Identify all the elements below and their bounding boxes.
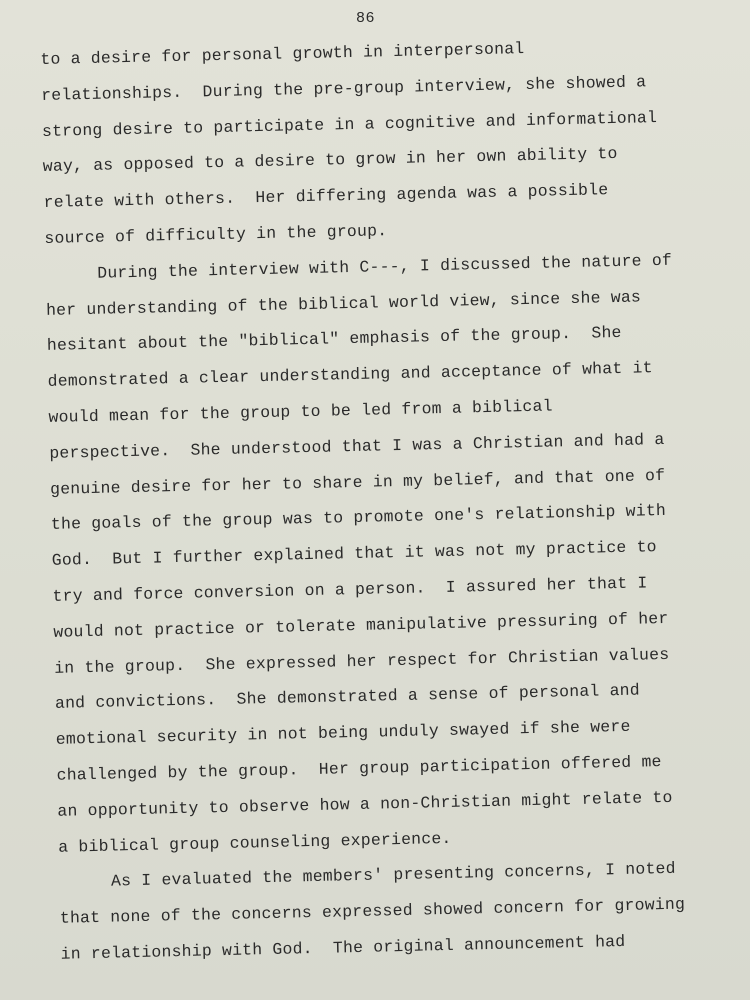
text-line: the goals of the group was to promote one's relationship with [50, 501, 667, 535]
text-line: source of difficulty in the group. [44, 221, 388, 248]
body-text [40, 26, 750, 972]
text-line: demonstrated a clear understanding and acceptance of what it [47, 358, 653, 392]
text-line: try and force conversion on a person. I assured her that I [52, 573, 648, 606]
page-number: 86 [356, 10, 376, 27]
text-line: relate with others. Her differing agenda was a possible [43, 180, 609, 213]
text-line: God. But I further explained that it was not my practice to [51, 537, 657, 571]
text-line: in relationship with God. The original announcement had [60, 931, 626, 964]
text-line: an opportunity to observe how a non-Christian might relate to [57, 787, 673, 821]
text-line: emotional security in not being unduly swayed if she were [55, 716, 631, 749]
text-line: and convictions. She demonstrated a sense of personal and [54, 680, 641, 714]
text-line: challenged by the group. Her group participation offered me [56, 752, 662, 785]
text-line: way, as opposed to a desire to grow in her own ability to [42, 144, 618, 177]
text-line: would not practice or tolerate manipulative pressuring of her [53, 608, 669, 642]
text-line: in the group. She expressed her respect for Christian values [53, 644, 670, 678]
text-line: perspective. She understood that I was a Christian and had a [49, 429, 665, 463]
text-line: genuine desire for her to share in my belief, and that one of [49, 465, 666, 499]
text-line: to a desire for personal growth in interpersonal [40, 39, 525, 69]
text-line: her understanding of the biblical world view, since she was [45, 287, 642, 320]
text-line: a biblical group counseling experience. [58, 828, 452, 857]
paragraph-start-line: During the interview with C---, I discussed the nature of [97, 250, 673, 283]
text-line: relationships. During the pre-group interview, she showed a [40, 72, 647, 105]
text-line: would mean for the group to be led from a biblical [48, 396, 553, 427]
paragraph-start-line: As I evaluated the members' presenting concerns, I noted [110, 859, 676, 891]
text-line: that none of the concerns expressed showed concern for growing [59, 894, 686, 928]
text-line: hesitant about the "biblical" emphasis of the group. She [46, 323, 622, 356]
text-line: strong desire to participate in a cognitive and informational [41, 107, 658, 141]
